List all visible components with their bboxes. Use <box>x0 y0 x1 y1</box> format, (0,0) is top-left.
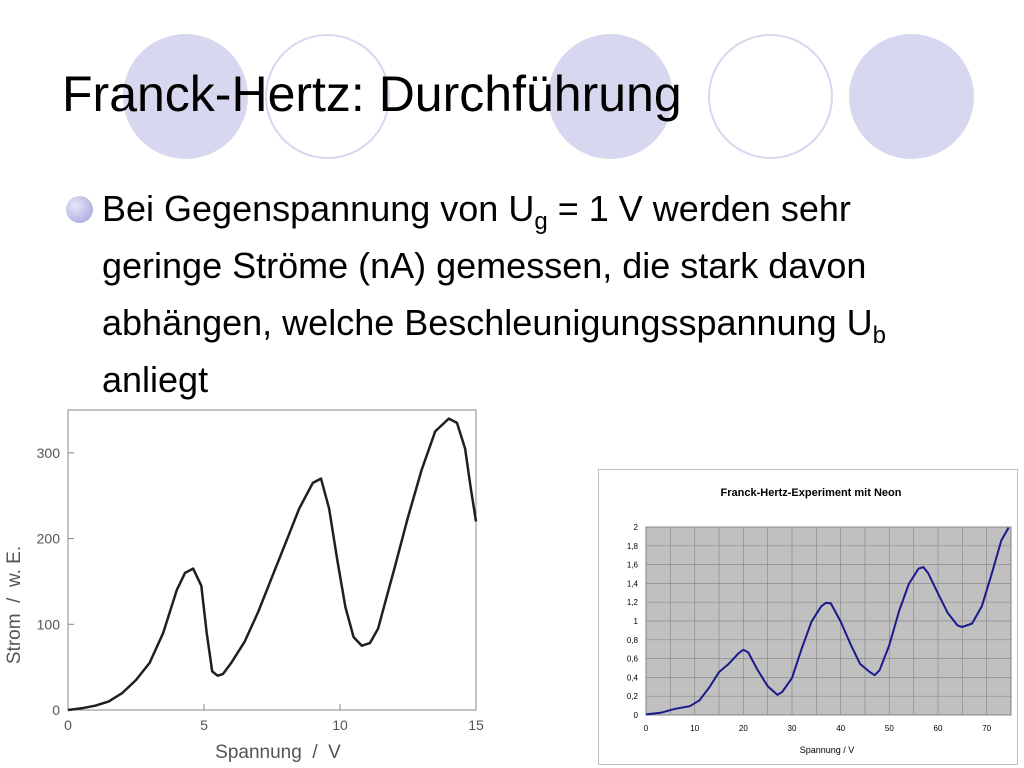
subscript-b: b <box>872 322 886 349</box>
y-tick-label: 200 <box>36 530 60 547</box>
bullet-dot-icon <box>66 196 93 223</box>
y-tick-label: 1,4 <box>626 579 638 589</box>
y-tick-label: 2 <box>633 523 638 532</box>
x-axis-label: Spannung / V <box>799 745 855 755</box>
y-axis-label: Strom / w. E. <box>4 545 25 665</box>
x-tick-label: 60 <box>933 724 943 733</box>
chart-title: Franck-Hertz-Experiment mit Neon <box>720 487 902 499</box>
y-tick-label: 0,6 <box>626 654 638 664</box>
y-tick-label: 0 <box>633 711 638 720</box>
y-tick-label: 0,8 <box>626 635 638 645</box>
x-tick-label: 5 <box>200 717 208 733</box>
decorative-ring <box>708 34 833 159</box>
y-tick-label: 1,8 <box>626 541 638 551</box>
y-tick-label: 1 <box>633 617 638 626</box>
x-axis-label: Spannung / V <box>215 742 341 763</box>
neon-chart-frame <box>598 469 1018 765</box>
x-tick-label: 40 <box>836 724 846 733</box>
x-tick-label: 10 <box>332 717 348 733</box>
y-tick-label: 100 <box>36 616 60 633</box>
current-voltage-chart <box>0 405 500 768</box>
y-tick-label: 1,2 <box>626 598 638 608</box>
neon-chart <box>599 470 1019 766</box>
series-line <box>68 419 476 710</box>
y-tick-label: 300 <box>36 444 60 461</box>
x-tick-label: 15 <box>468 717 484 733</box>
bullet-text <box>102 180 962 408</box>
bullet-text-part: = 1 V werden sehr geringe Ströme (nA) gemessen, die stark davon abhängen, welche Beschleunigungsspannung U <box>102 188 873 343</box>
subscript-g: g <box>534 208 548 235</box>
y-axis-ticks <box>627 523 639 720</box>
y-tick-label: 0,2 <box>626 692 638 702</box>
slide-title: Franck-Hertz: Durchführung <box>62 66 682 122</box>
decorative-circle <box>849 34 974 159</box>
y-tick-label: 1,6 <box>626 560 638 570</box>
plot-frame <box>68 410 476 710</box>
x-tick-label: 10 <box>690 724 700 733</box>
y-tick-label: 0 <box>52 702 60 718</box>
x-tick-label: 0 <box>643 724 649 733</box>
bullet-text-part: Bei Gegenspannung von U <box>102 188 535 229</box>
x-tick-label: 50 <box>884 724 894 733</box>
x-axis-ticks <box>64 704 484 733</box>
y-tick-label: 0,4 <box>626 673 638 683</box>
bullet-text-part: anliegt <box>102 359 209 400</box>
x-tick-label: 70 <box>982 724 992 733</box>
x-tick-label: 30 <box>787 724 797 733</box>
x-axis-ticks <box>644 724 992 733</box>
x-tick-label: 0 <box>64 717 72 733</box>
x-tick-label: 20 <box>738 724 748 733</box>
